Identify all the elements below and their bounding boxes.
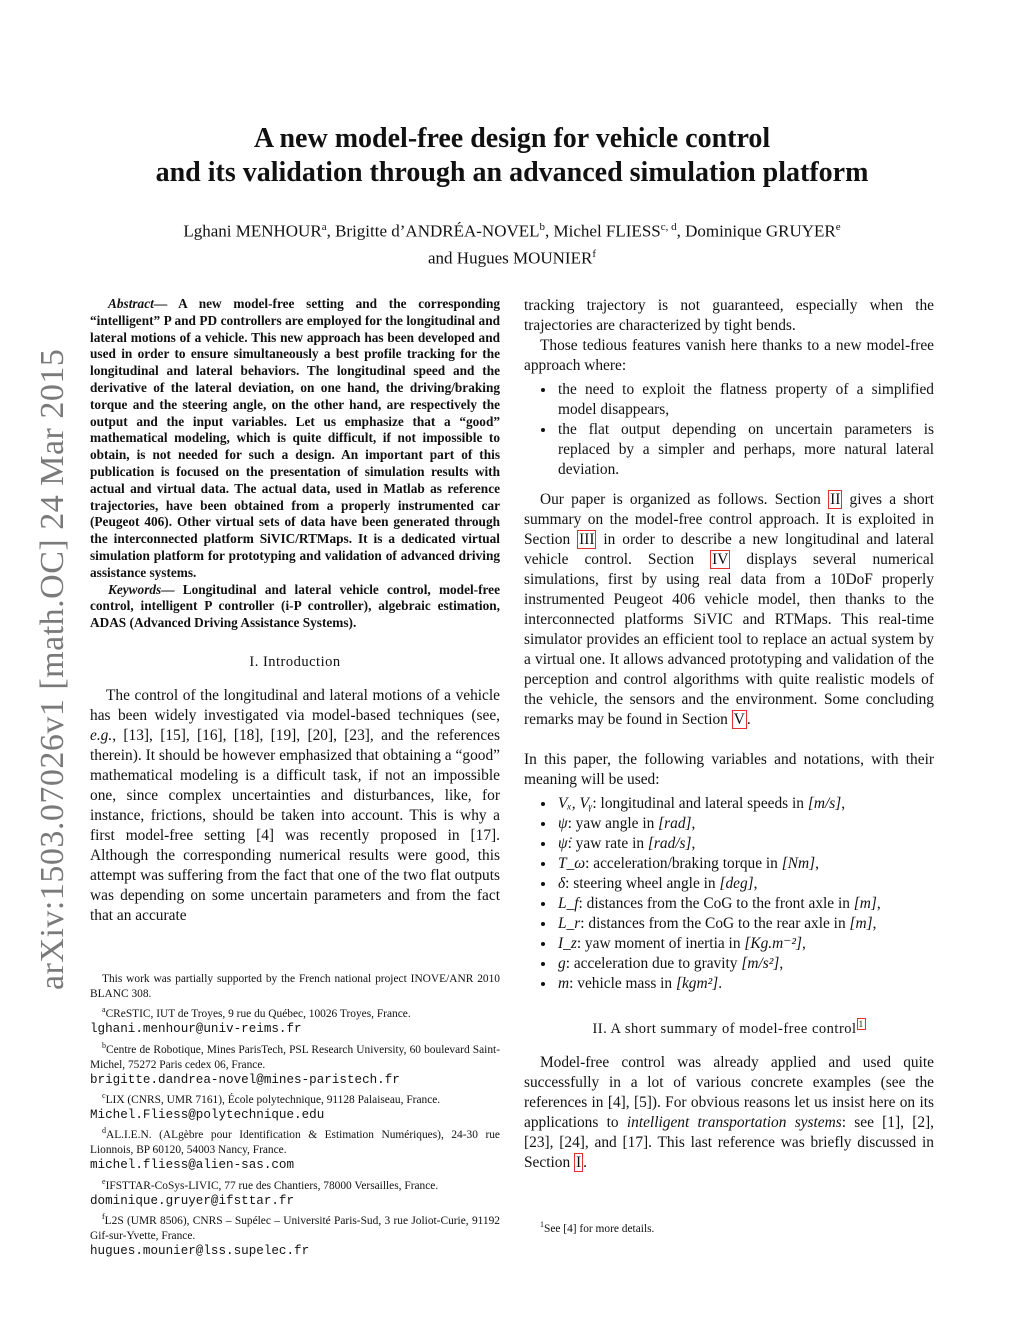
notation-unit: [deg] xyxy=(719,875,754,892)
author-3: Michel FLIESS xyxy=(553,221,661,241)
email-b[interactable]: brigitte.dandrea-novel@mines-paristech.fr xyxy=(90,1072,400,1087)
notation-symbol: I_z xyxy=(558,935,577,952)
notation-text: : distances from the CoG to the rear axle in xyxy=(580,915,850,932)
notation-unit: [rad/s] xyxy=(647,835,692,852)
footnote-support: This work was partially supported by the French national project INOVE/ANR 2010 BLANC 308. xyxy=(90,973,500,1001)
footnote-d-text: AL.I.E.N. (ALgèbre pour Identification & Estimation Numériques), 24-30 rue Lionnois, BP 60120, 54003 Nancy, France. xyxy=(90,1129,500,1157)
sec2-text-c: . xyxy=(583,1153,588,1171)
notation-symbol: δ xyxy=(558,875,566,892)
notation-intro: In this paper, the following variables and notations, with their meaning will be used: xyxy=(524,751,934,788)
footnote-e-text: IFSTTAR-CoSys-LIVIC, 77 rue des Chantiers, 78000 Versailles, France. xyxy=(105,1179,439,1192)
notation-list xyxy=(524,794,934,994)
left-column xyxy=(90,296,500,926)
title-line-1: A new model-free design for vehicle control xyxy=(253,123,771,154)
footnote-1-mark: 1 xyxy=(540,1220,544,1229)
notation-end: , xyxy=(779,955,784,972)
author-2-affil: b xyxy=(539,221,546,233)
paper-title xyxy=(60,122,964,190)
sec2-text-a: Model-free control was already applied and used quite successfully in a lot of various concrete examples (see the references in [4], [5]). For obvious reasons let us insist here on its applications to xyxy=(524,1053,934,1131)
notation-end: , xyxy=(753,875,758,892)
footnote-1-text: See [4] for more details. xyxy=(544,1222,655,1235)
approach-paragraph: Those tedious features vanish here thanks to a new model-free approach where: xyxy=(524,337,934,374)
notation-end: , xyxy=(872,915,877,932)
notation-unit: [kgm²] xyxy=(675,975,719,992)
notation-text: : acceleration due to gravity xyxy=(565,955,742,972)
author-3-affil: c, d xyxy=(660,221,677,233)
intro-text-a: The control of the longitudinal and lateral motions of a vehicle has been widely investigated via model-based techniques (see, xyxy=(90,686,500,724)
notation-unit: [Kg.m⁻²] xyxy=(744,935,802,952)
notation-item xyxy=(556,854,934,874)
notation-item xyxy=(556,914,934,934)
section-ref-IV[interactable]: IV xyxy=(712,551,729,568)
notation-unit: [rad] xyxy=(658,815,692,832)
notation-text: : yaw moment of inertia in xyxy=(576,935,745,952)
abstract-label: Abstract xyxy=(108,296,154,311)
footnote-c-text: LIX (CNRS, UMR 7161), École polytechnique, 91128 Palaiseau, France. xyxy=(105,1093,441,1106)
notation-symbol: T_ω xyxy=(558,855,586,872)
email-a[interactable]: lghani.menhour@univ-reims.fr xyxy=(90,1022,302,1037)
author-1: Lghani MENHOUR xyxy=(183,221,322,241)
email-d[interactable]: michel.fliess@alien-sas.com xyxy=(90,1158,295,1173)
section-1-heading: I. Introduction xyxy=(249,653,341,670)
section-2-title: II. A short summary of model-free control xyxy=(592,1020,857,1037)
notation-text: : yaw angle in xyxy=(567,815,659,832)
footnote-d xyxy=(90,1123,500,1173)
notation-unit: [m] xyxy=(849,915,873,932)
approach-list xyxy=(524,380,934,480)
notation-unit: [m/s²] xyxy=(741,955,780,972)
section-ref-II[interactable]: II xyxy=(830,491,841,508)
keywords-text: — Longitudinal and lateral vehicle control, model-free control, intelligent P controller (i-P controller), algebraic estimation, ADAS (Advanced Driving Assistance Systems). xyxy=(90,581,500,631)
notation-symbol: g xyxy=(558,955,566,972)
notation-text: : vehicle mass in xyxy=(569,975,676,992)
org-text-4: displays several numerical simulations, first by using real data from a 10DoF properly instrumented Peugeot 406 vehicle model, then thanks to the interconnected platforms SiVIC and RTMaps. This real-time simulator provides an efficient tool to replace an actual system by a virtual one. It allows advanced prototyping and validation of the perception and control algorithms with quite realistic models of the vehicle, the sensors and the environment. Some concluding remarks may be found in Section xyxy=(524,551,934,728)
sec2-italic: intelligent transportation systems xyxy=(626,1113,842,1131)
section-2-heading xyxy=(524,1014,934,1039)
organization-paragraph xyxy=(524,490,934,730)
notation-item xyxy=(556,934,934,954)
footnote-a-text: CReSTIC, IUT de Troyes, 9 rue du Québec, 10026 Troyes, France. xyxy=(105,1008,411,1021)
notation-symbol: Vₓ, Vᵧ xyxy=(558,795,593,812)
right-column xyxy=(524,296,934,1173)
email-e[interactable]: dominique.gruyer@ifsttar.fr xyxy=(90,1193,295,1208)
notation-item xyxy=(556,814,934,834)
footnote-b-text: Centre de Robotique, Mines ParisTech, PSL Research University, 60 boulevard Saint-Michel, 75272 Paris cedex 06, France. xyxy=(90,1043,500,1071)
notation-end: , xyxy=(841,795,846,812)
sec2-text-b: : see [1], [2], [23], [24], and [17]. This last reference was briefly discussed in Section xyxy=(524,1113,934,1171)
footnote-b-mark: b xyxy=(102,1040,106,1050)
list-item: • the flat output depending on uncertain parameters is replaced by a simpler and perhaps, more natural lateral deviation. xyxy=(556,420,934,480)
notation-item xyxy=(556,974,934,994)
list-item: • the need to exploit the flatness property of a simplified model disappears, xyxy=(556,380,934,420)
intro-eg: e.g. xyxy=(90,726,113,744)
footnote-ref-1[interactable]: 1 xyxy=(858,1019,864,1029)
notation-item xyxy=(556,874,934,894)
footnote-f-text: L2S (UMR 8506), CNRS – Supélec – Université Paris-Sud, 3 rue Joliot-Curie, 91192 Gif-sur-Yvette, France. xyxy=(90,1214,500,1242)
notation-item xyxy=(556,894,934,914)
notation-symbol: L_f xyxy=(558,895,579,912)
continuation-paragraph: tracking trajectory is not guaranteed, especially when the trajectories are characterized by tight bends. xyxy=(524,297,934,334)
section-2-paragraph xyxy=(524,1053,934,1173)
footnote-f xyxy=(90,1209,500,1259)
footnote-a-mark: a xyxy=(102,1005,106,1015)
notation-item xyxy=(556,954,934,974)
intro-text-b: , [13], [15], [16], [18], [19], [20], [23], and the references therein). It should be however emphasized that obtaining a “good” mathematical modeling is a difficult task, if not an impossible one, since complex uncertainties and disturbances, like, for instance, frictions, should be taken into account. This is why a first model-free setting [4] was recently proposed in [17]. Although the corresponding numerical results were good, this attempt was suffering from the fact that one of the two flat outputs was depending on some uncertain parameters and from the fact that an accurate xyxy=(90,726,500,924)
notation-end: , xyxy=(802,935,806,952)
notation-item xyxy=(556,834,934,854)
notation-symbol: L_r xyxy=(558,915,581,932)
section-ref-III[interactable]: III xyxy=(579,531,595,548)
notation-text: : longitudinal and lateral speeds in xyxy=(592,795,808,812)
intro-paragraph xyxy=(90,686,500,926)
footnote-c-mark: c xyxy=(102,1091,106,1101)
notation-text: : steering wheel angle in xyxy=(565,875,720,892)
footnote-d-mark: d xyxy=(102,1126,106,1136)
author-4-affil: e xyxy=(835,221,841,233)
org-text-1: Our paper is organized as follows. Section xyxy=(540,491,829,508)
footnote-b xyxy=(90,1038,500,1088)
author-1-affil: a xyxy=(321,221,327,233)
keywords-label: Keywords xyxy=(108,581,162,597)
author-4: Dominique GRUYER xyxy=(685,221,836,241)
section-ref-V[interactable]: V xyxy=(733,711,745,728)
notation-end: , xyxy=(815,855,819,872)
author-5-affil: f xyxy=(592,247,596,260)
org-text-3: in order to describe a new longitudinal and lateral vehicle control. Section xyxy=(524,531,935,568)
abstract xyxy=(90,296,500,582)
title-line-2: and its validation through an advanced simulation platform xyxy=(155,157,869,188)
footnote-e-mark: e xyxy=(102,1176,106,1186)
org-text-5: . xyxy=(746,711,751,728)
notation-unit: [m] xyxy=(853,895,877,912)
notation-item xyxy=(556,794,934,814)
footnote-c xyxy=(90,1088,500,1123)
notation-symbol: ψ xyxy=(558,815,568,832)
footnote-f-mark: f xyxy=(102,1211,105,1221)
footnote-e xyxy=(90,1174,500,1209)
notation-end: , xyxy=(876,895,881,912)
notation-symbol: ψ̇ xyxy=(558,835,568,852)
author-2: Brigitte d’ANDRÉA-NOVEL xyxy=(335,221,540,241)
abstract-text: — A new model-free setting and the corresponding “intelligent” P and PD controllers are employed for the longitudinal and lateral motions of a vehicle. This new approach has been developed and used in order to ensure simultaneously a best profile tracking for the longitudinal and lateral behaviors. The longitudinal speed and the derivative of the lateral deviation, on one hand, the driving/braking torque and the steering angle, on the other hand, are respectively the output and the input variables. Let us emphasize that a “good” mathematical modeling, which is quite difficult, if not impossible to obtain, is not needed for such a design. An important part of this publication is focused on the presentation of simulation results with actual and virtual data. The actual data, used in Matlab as reference trajectories, have been obtained from a properly instrumented car (Peugeot 406). Other virtual sets of data have been generated through the interconnected platform SiVIC/RTMaps. It is a dedicated virtual simulation platform for prototyping and validation of advanced driving assistance systems. xyxy=(90,296,500,580)
org-text-2: gives a short summary on the model-free control approach. It is exploited in Section xyxy=(524,491,934,548)
footnote-1 xyxy=(540,1220,654,1235)
notation-text: : distances from the CoG to the front axle in xyxy=(578,895,854,912)
footnote-a xyxy=(90,1002,500,1037)
email-c[interactable]: Michel.Fliess@polytechnique.edu xyxy=(90,1108,325,1123)
notation-end: , xyxy=(691,835,696,852)
author-and: and xyxy=(428,248,453,268)
notation-text: : yaw rate in xyxy=(567,835,648,852)
notation-end: , xyxy=(691,815,696,832)
notation-symbol: m xyxy=(558,975,570,992)
notation-unit: [m/s] xyxy=(807,795,842,812)
author-5: Hugues MOUNIER xyxy=(456,248,593,268)
keywords xyxy=(90,582,500,632)
notation-end: . xyxy=(718,975,723,992)
arxiv-identifier: arXiv:1503.07026v1 [math.OC] 24 Mar 2015 xyxy=(34,348,71,990)
notation-text: : acceleration/braking torque in xyxy=(585,855,782,872)
affiliation-footnotes xyxy=(90,972,500,1259)
section-ref-I[interactable]: I xyxy=(576,1153,582,1171)
author-list: Lghani MENHOUR$^a$, Brigitte d’ANDRÉA-NOVEL$^b$, Michel FLIESS$^{c, d}$, Dominique GRUYER$^e$ and Hugues MOUNIER$^f$ xyxy=(183,221,841,268)
email-f[interactable]: hugues.mounier@lss.supelec.fr xyxy=(90,1244,310,1259)
notation-unit: [Nm] xyxy=(781,855,816,872)
